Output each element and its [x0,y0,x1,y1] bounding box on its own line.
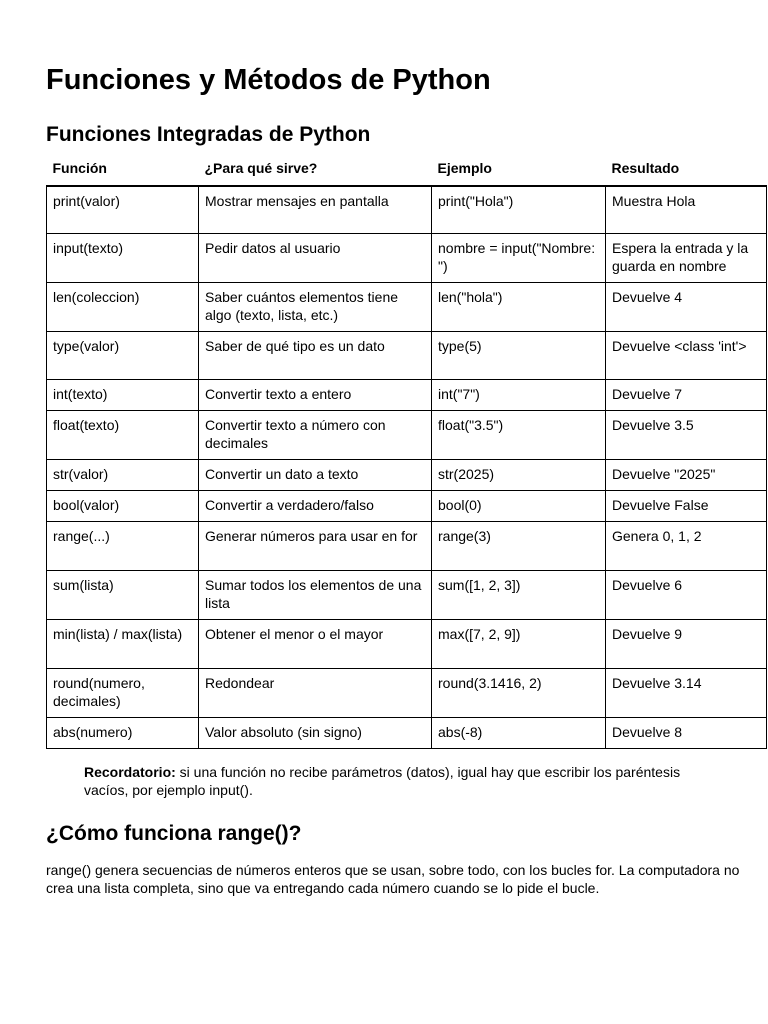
cell-purpose: Valor absoluto (sin signo) [199,718,432,749]
table-row [47,718,767,749]
cell-result: Genera 0, 1, 2 [606,522,767,571]
cell-result: Devuelve 6 [606,571,767,620]
cell-result: Devuelve 3.5 [606,411,767,460]
cell-example: nombre = input("Nombre: ") [432,234,606,283]
cell-purpose: Sumar todos los elementos de una lista [199,571,432,620]
column-header-function: Función [47,153,199,186]
cell-result: Espera la entrada y la guarda en nombre [606,234,767,283]
table-row [47,234,767,283]
cell-example: int("7") [432,380,606,411]
table-header-row [47,153,767,186]
cell-example: max([7, 2, 9]) [432,620,606,669]
reminder-text: si una función no recibe parámetros (datos), igual hay que escribir los paréntesis vacíos, por ejemplo input(). [84,764,681,798]
cell-result: Devuelve 3.14 [606,669,767,718]
table-row [47,460,767,491]
cell-purpose: Generar números para usar en for [199,522,432,571]
cell-function: bool(valor) [47,491,199,522]
cell-result: Devuelve 7 [606,380,767,411]
table-row [47,332,767,380]
table-row [47,522,767,571]
table-row [47,283,767,332]
cell-purpose: Convertir un dato a texto [199,460,432,491]
section-heading-range: ¿Cómo funciona range()? [46,822,302,845]
cell-result: Devuelve 8 [606,718,767,749]
cell-example: len("hola") [432,283,606,332]
cell-purpose: Convertir texto a número con decimales [199,411,432,460]
cell-example: range(3) [432,522,606,571]
cell-example: str(2025) [432,460,606,491]
table-row [47,571,767,620]
cell-purpose: Saber cuántos elementos tiene algo (texto, lista, etc.) [199,283,432,332]
cell-result: Devuelve 4 [606,283,767,332]
range-paragraph: range() genera secuencias de números enteros que se usan, sobre todo, con los bucles for. La computadora no crea una lista completa, sino que va entregando cada número cuando se lo pide el bucle. [46,862,740,896]
page-title: Funciones y Métodos de Python [46,64,491,96]
cell-example: abs(-8) [432,718,606,749]
cell-function: round(numero, decimales) [47,669,199,718]
cell-function: min(lista) / max(lista) [47,620,199,669]
cell-function: len(coleccion) [47,283,199,332]
cell-purpose: Mostrar mensajes en pantalla [199,186,432,234]
cell-function: sum(lista) [47,571,199,620]
cell-function: str(valor) [47,460,199,491]
cell-example: sum([1, 2, 3]) [432,571,606,620]
cell-result: Muestra Hola [606,186,767,234]
cell-result: Devuelve "2025" [606,460,767,491]
cell-example: print("Hola") [432,186,606,234]
functions-table [46,153,767,749]
cell-result: Devuelve 9 [606,620,767,669]
table-row [47,669,767,718]
cell-function: abs(numero) [47,718,199,749]
cell-example: float("3.5") [432,411,606,460]
reminder-note [84,763,724,799]
cell-result: Devuelve False [606,491,767,522]
cell-purpose: Convertir a verdadero/falso [199,491,432,522]
section-heading-builtin-functions: Funciones Integradas de Python [46,123,371,146]
cell-function: range(...) [47,522,199,571]
cell-purpose: Obtener el menor o el mayor [199,620,432,669]
table-row [47,620,767,669]
cell-example: round(3.1416, 2) [432,669,606,718]
reminder-label: Recordatorio: [84,764,176,780]
cell-example: type(5) [432,332,606,380]
table-row [47,186,767,234]
cell-purpose: Redondear [199,669,432,718]
cell-example: bool(0) [432,491,606,522]
cell-function: input(texto) [47,234,199,283]
cell-purpose: Convertir texto a entero [199,380,432,411]
table-row [47,491,767,522]
cell-function: float(texto) [47,411,199,460]
table-row [47,380,767,411]
table-row [47,411,767,460]
cell-function: int(texto) [47,380,199,411]
column-header-result: Resultado [606,153,767,186]
cell-purpose: Saber de qué tipo es un dato [199,332,432,380]
column-header-purpose: ¿Para qué sirve? [199,153,432,186]
cell-result: Devuelve <class 'int'> [606,332,767,380]
cell-function: type(valor) [47,332,199,380]
cell-purpose: Pedir datos al usuario [199,234,432,283]
cell-function: print(valor) [47,186,199,234]
column-header-example: Ejemplo [432,153,606,186]
